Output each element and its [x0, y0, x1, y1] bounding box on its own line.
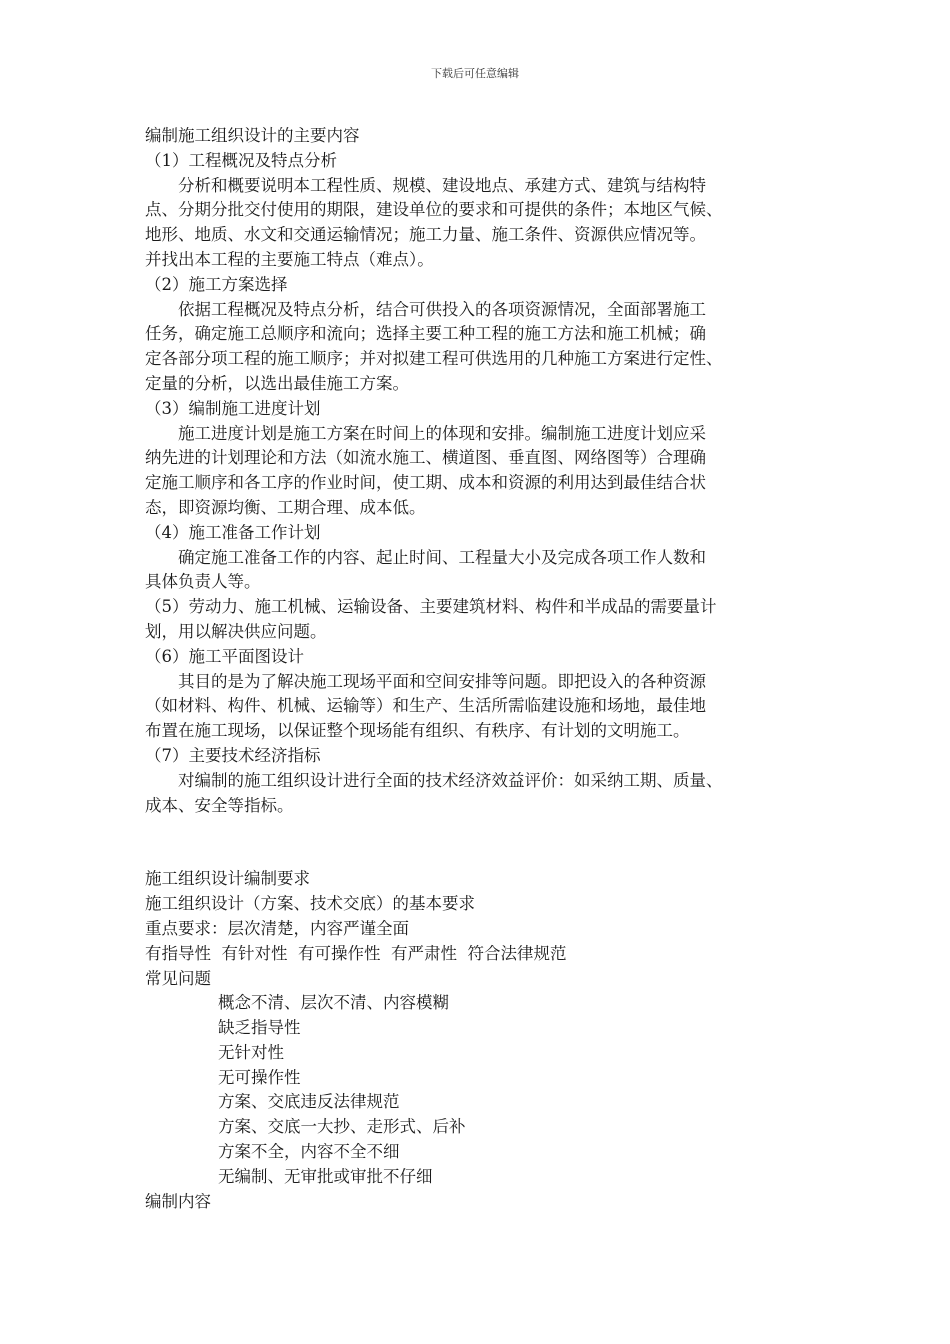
paragraph-line: 定各部分项工程的施工顺序；并对拟建工程可供选用的几种施工方案进行定性、 — [145, 349, 723, 369]
item-heading: （5）劳动力、施工机械、运输设备、主要建筑材料、构件和半成品的需要量计 — [145, 597, 717, 617]
paragraph-line: 纳先进的计划理论和方法（如流水施工、横道图、垂直图、网络图等）合理确 — [145, 448, 706, 468]
document-body — [145, 124, 815, 1214]
paragraph-line: 布置在施工现场，以保证整个现场能有组织、有秩序、有计划的文明施工。 — [145, 721, 690, 741]
problems-title: 常见问题 — [145, 968, 211, 988]
paragraph-line: 并找出本工程的主要施工特点（难点）。 — [145, 249, 434, 269]
item-heading: （6）施工平面图设计 — [145, 646, 304, 666]
paragraph-line: 分析和概要说明本工程性质、规模、建设地点、承建方式、建筑与结构特 — [178, 175, 706, 195]
section-title: 编制施工组织设计的主要内容 — [145, 126, 360, 145]
paragraph-line: 其目的是为了解决施工现场平面和空间安排等问题。即把设入的各种资源 — [178, 671, 706, 691]
problem-item: 无针对性 — [218, 1042, 284, 1062]
item-heading: （4）施工准备工作计划 — [145, 522, 321, 542]
paragraph-line: 定量的分析，以选出最佳施工方案。 — [145, 373, 409, 393]
paragraph-line: 任务，确定施工总顺序和流向；选择主要工种工程的施工方法和施工机械；确 — [145, 324, 706, 344]
problem-item: 概念不清、层次不清、内容模糊 — [218, 993, 449, 1013]
paragraph-line: 成本、安全等指标。 — [145, 795, 294, 815]
item-heading: （3）编制施工进度计划 — [145, 398, 321, 418]
problem-item: 方案、交底一大抄、走形式、后补 — [218, 1117, 466, 1137]
problem-item: 方案不全，内容不全不细 — [218, 1142, 400, 1162]
problem-item: 无可操作性 — [218, 1067, 301, 1087]
paragraph-line: 态，即资源均衡、工期合理、成本低。 — [145, 497, 426, 517]
problem-item: 缺乏指导性 — [218, 1018, 301, 1038]
paragraph-line: 对编制的施工组织设计进行全面的技术经济效益评价：如采纳工期、质量、 — [178, 770, 723, 790]
paragraph-line: 划，用以解决供应问题。 — [145, 621, 327, 641]
paragraph-line: 依据工程概况及特点分析，结合可供投入的各项资源情况，全面部署施工 — [178, 299, 706, 319]
paragraph-line: 施工进度计划是施工方案在时间上的体现和安排。编制施工进度计划应采 — [178, 423, 706, 443]
item-heading: （2）施工方案选择 — [145, 274, 288, 294]
footer-title: 编制内容 — [145, 1191, 211, 1211]
paragraph-line: 点、分期分批交付使用的期限，建设单位的要求和可提供的条件；本地区气候、 — [145, 200, 723, 220]
paragraph-line: （如材料、构件、机械、运输等）和生产、生活所需临建设施和场地，最佳地 — [145, 696, 706, 716]
qualities-line: 有指导性 有针对性 有可操作性 有严肃性 符合法律规范 — [145, 943, 567, 963]
key-points: 重点要求：层次清楚，内容严谨全面 — [145, 918, 409, 938]
problem-item: 无编制、无审批或审批不仔细 — [218, 1166, 433, 1186]
paragraph-line: 定施工顺序和各工序的作业时间，使工期、成本和资源的利用达到最佳结合状 — [145, 473, 706, 493]
item-heading: （7）主要技术经济指标 — [145, 745, 321, 765]
paragraph-line: 确定施工准备工作的内容、起止时间、工程量大小及完成各项工作人数和 — [178, 547, 706, 567]
paragraph-line: 具体负责人等。 — [145, 572, 261, 592]
section-title: 施工组织设计编制要求 — [145, 869, 310, 889]
item-heading: （1）工程概况及特点分析 — [145, 150, 337, 170]
section-subtitle: 施工组织设计（方案、技术交底）的基本要求 — [145, 894, 475, 914]
section-spacer — [145, 818, 815, 867]
paragraph-line: 地形、地质、水文和交通运输情况；施工力量、施工条件、资源供应情况等。 — [145, 225, 706, 245]
page-header: 下载后可任意编辑 — [431, 67, 519, 80]
problem-item: 方案、交底违反法律规范 — [218, 1092, 400, 1112]
